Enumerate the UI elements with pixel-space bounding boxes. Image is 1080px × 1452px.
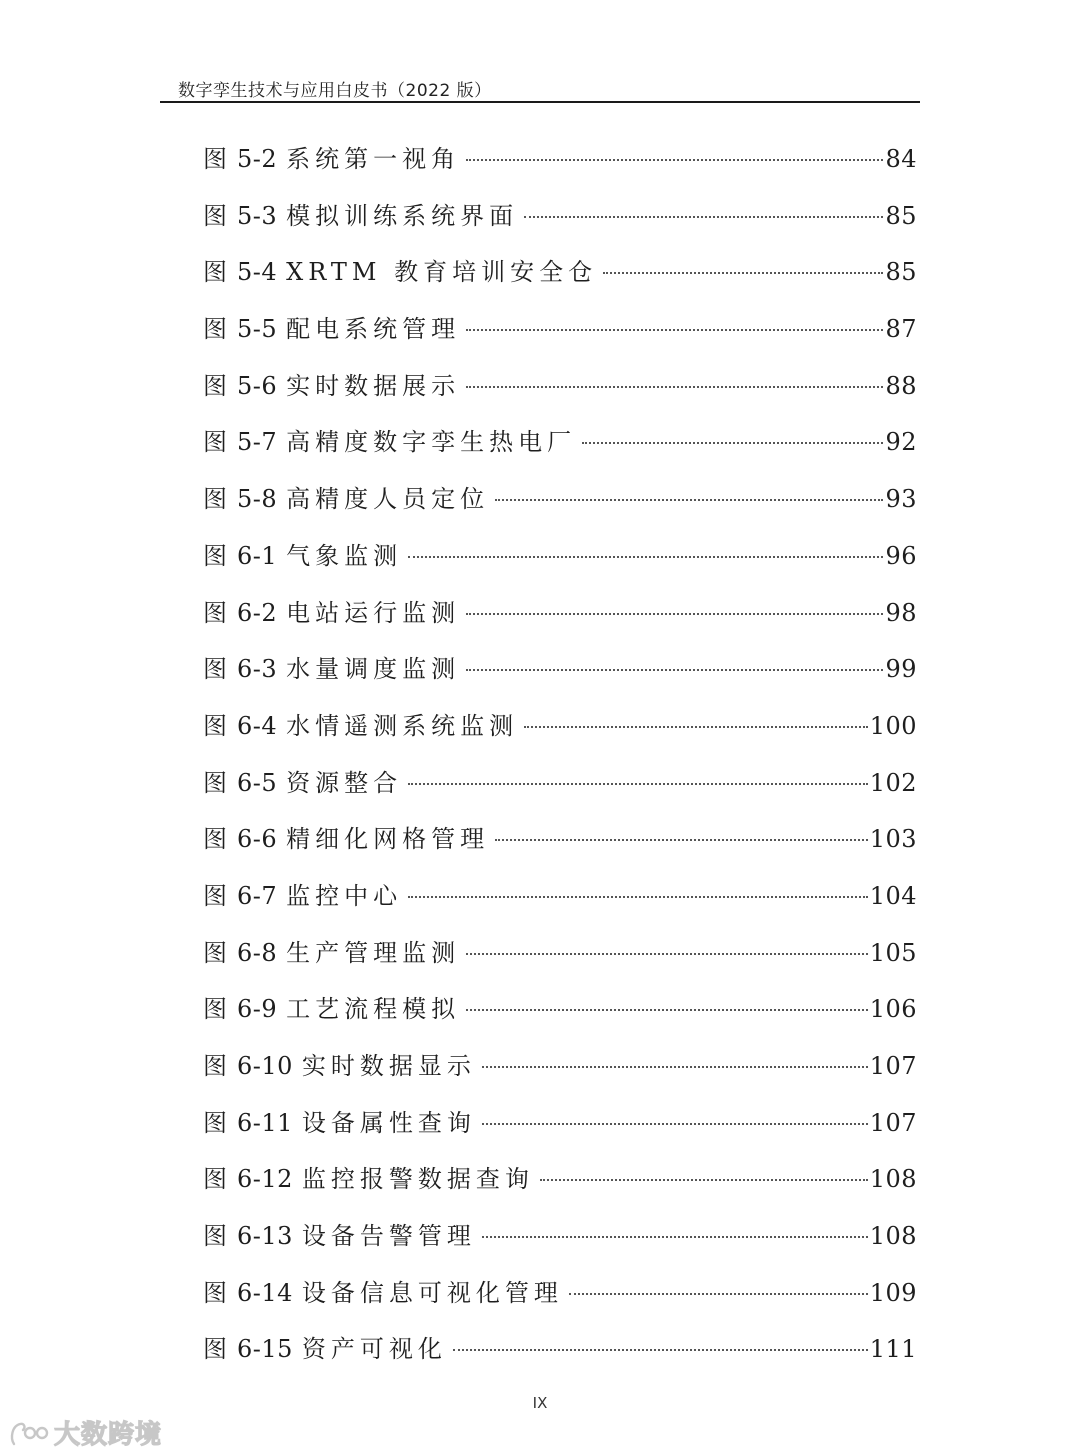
toc-entry-prefix: 图 — [203, 371, 228, 400]
header-divider — [160, 101, 920, 103]
toc-entry-number: 6-4 — [237, 711, 278, 740]
toc-entry-prefix: 图 — [203, 145, 228, 173]
toc-dot-leader — [453, 1349, 868, 1351]
brand-logo-icon — [8, 1418, 52, 1448]
toc-entry-title: 资源整合 — [286, 768, 403, 797]
toc-entry-prefix: 图 — [203, 995, 228, 1024]
toc-entry-title: 资产可视化 — [301, 1335, 447, 1364]
toc-entry-prefix: 图 — [203, 655, 228, 684]
toc-dot-leader — [466, 613, 883, 615]
toc-entry-number: 5-8 — [237, 485, 278, 514]
toc-dot-leader — [466, 953, 868, 955]
toc-entry-title: 电站运行监测 — [286, 598, 461, 627]
toc-entry-page: 109 — [869, 1278, 917, 1307]
toc-entry-number: 5-5 — [237, 315, 278, 344]
toc-entry-page: 108 — [869, 1222, 917, 1251]
toc-entry[interactable] — [203, 1326, 917, 1383]
toc-entry-title: 监控中心 — [286, 881, 403, 910]
toc-dot-leader — [408, 556, 883, 558]
toc-entry-number: 6-7 — [237, 881, 278, 910]
toc-entry-page: 93 — [885, 485, 917, 514]
toc-entry-title: 设备属性查询 — [301, 1108, 476, 1137]
toc-entry-title: 水量调度监测 — [286, 655, 461, 684]
toc-entry-page: 99 — [885, 655, 917, 684]
toc-entry-page: 92 — [885, 428, 917, 457]
toc-entry-prefix: 图 — [203, 598, 228, 627]
toc-entry-prefix: 图 — [203, 315, 228, 344]
toc-dot-leader — [540, 1179, 868, 1181]
toc-entry[interactable] — [203, 590, 917, 647]
toc-entry-page: 107 — [869, 1108, 917, 1137]
toc-entry[interactable] — [203, 533, 917, 590]
toc-entry-prefix: 图 — [203, 1278, 228, 1307]
toc-entry-prefix: 图 — [203, 881, 228, 910]
toc-entry-number: 6-10 — [237, 1052, 293, 1080]
toc-dot-leader — [466, 669, 883, 671]
page-number: IX — [532, 1394, 548, 1412]
toc-entry[interactable] — [203, 1156, 917, 1213]
toc-entry-page: 102 — [869, 768, 917, 797]
toc-entry-title: 设备信息可视化管理 — [301, 1278, 563, 1307]
toc-entry-page: 111 — [869, 1335, 917, 1364]
toc-entry[interactable] — [203, 1270, 917, 1327]
toc-entry-title: 配电系统管理 — [286, 315, 461, 344]
toc-dot-leader — [524, 216, 883, 218]
figure-list — [203, 136, 917, 1383]
toc-entry-number: 6-11 — [237, 1108, 293, 1137]
toc-entry-number: 6-9 — [237, 995, 278, 1024]
toc-entry-page: 96 — [885, 541, 917, 570]
toc-entry-page: 105 — [869, 938, 917, 967]
toc-entry-title: 监控报警数据查询 — [301, 1165, 534, 1194]
toc-dot-leader — [466, 386, 883, 388]
toc-dot-leader — [482, 1123, 868, 1125]
toc-entry[interactable] — [203, 760, 917, 817]
toc-dot-leader — [482, 1236, 868, 1238]
toc-entry-number: 6-6 — [237, 825, 278, 854]
toc-entry-prefix: 图 — [203, 1222, 228, 1251]
toc-entry-page: 108 — [869, 1165, 917, 1194]
toc-entry-page: 100 — [869, 711, 917, 740]
toc-entry-title: 精细化网格管理 — [286, 825, 490, 854]
watermark-text: 大数跨境 — [54, 1420, 163, 1450]
toc-entry[interactable] — [203, 363, 917, 420]
toc-entry-number: 6-15 — [237, 1335, 293, 1364]
toc-entry-prefix: 图 — [203, 1052, 228, 1080]
toc-entry-page: 88 — [885, 371, 917, 400]
toc-entry[interactable] — [203, 193, 917, 250]
toc-dot-leader — [603, 272, 883, 274]
toc-entry-title: 实时数据显示 — [301, 1052, 476, 1080]
toc-entry-number: 6-5 — [237, 768, 278, 797]
toc-entry[interactable] — [203, 703, 917, 760]
toc-entry-page: 85 — [885, 201, 917, 230]
toc-entry-page: 85 — [885, 258, 917, 287]
toc-entry-prefix: 图 — [203, 485, 228, 514]
toc-entry[interactable] — [203, 873, 917, 930]
toc-entry-number: 6-13 — [237, 1222, 293, 1251]
toc-entry-prefix: 图 — [203, 428, 228, 457]
toc-dot-leader — [466, 159, 883, 161]
toc-dot-leader — [569, 1293, 868, 1295]
toc-entry-title: 设备告警管理 — [301, 1222, 476, 1251]
toc-dot-leader — [482, 1066, 868, 1068]
toc-entry[interactable] — [203, 646, 917, 703]
toc-entry-number: 5-4 — [237, 258, 278, 287]
toc-entry-number: 6-12 — [237, 1165, 293, 1194]
toc-entry-page: 106 — [869, 995, 917, 1024]
toc-dot-leader — [408, 896, 868, 898]
toc-entry-prefix: 图 — [203, 258, 228, 287]
toc-entry[interactable] — [203, 986, 917, 1043]
toc-entry-title: 实时数据展示 — [286, 371, 461, 400]
toc-entry-title: 模拟训练系统界面 — [286, 201, 519, 230]
toc-entry[interactable] — [203, 476, 917, 533]
toc-entry-page: 87 — [885, 315, 917, 344]
toc-entry[interactable] — [203, 1043, 917, 1100]
toc-entry-title: 水情遥测系统监测 — [286, 711, 519, 740]
toc-entry-title: 工艺流程模拟 — [286, 995, 461, 1024]
toc-entry-title: 气象监测 — [286, 541, 403, 570]
toc-entry[interactable] — [203, 930, 917, 987]
toc-entry-number: 6-1 — [237, 541, 278, 570]
toc-dot-leader — [524, 726, 868, 728]
toc-entry-prefix: 图 — [203, 711, 228, 740]
toc-entry[interactable] — [203, 816, 917, 873]
toc-entry-number: 5-3 — [237, 201, 278, 230]
toc-entry-page: 107 — [869, 1052, 917, 1080]
toc-entry-page: 103 — [869, 825, 917, 854]
toc-entry-prefix: 图 — [203, 1165, 228, 1194]
toc-entry-prefix: 图 — [203, 938, 228, 967]
toc-entry[interactable] — [203, 249, 917, 306]
watermark — [8, 1414, 162, 1451]
toc-entry-prefix: 图 — [203, 768, 228, 797]
toc-entry-number: 6-2 — [237, 598, 278, 627]
toc-entry-prefix: 图 — [203, 825, 228, 854]
toc-entry-title: 高精度数字孪生热电厂 — [286, 428, 577, 457]
toc-entry-title: 生产管理监测 — [286, 938, 461, 967]
toc-entry[interactable] — [203, 419, 917, 476]
toc-dot-leader — [466, 1009, 868, 1011]
toc-entry-page: 104 — [869, 881, 917, 910]
toc-entry-page: 84 — [885, 145, 917, 173]
toc-entry-number: 6-14 — [237, 1278, 293, 1307]
toc-entry[interactable] — [203, 136, 917, 193]
toc-dot-leader — [495, 839, 868, 841]
toc-entry-title: 高精度人员定位 — [286, 485, 490, 514]
toc-entry-title: XRTM 教育培训安全仓 — [286, 258, 598, 287]
toc-entry-number: 5-6 — [237, 371, 278, 400]
toc-entry-number: 5-2 — [237, 145, 278, 173]
toc-entry-prefix: 图 — [203, 541, 228, 570]
toc-entry-number: 6-3 — [237, 655, 278, 684]
toc-dot-leader — [466, 329, 883, 331]
toc-entry[interactable] — [203, 306, 917, 363]
toc-entry-page: 98 — [885, 598, 917, 627]
toc-dot-leader — [582, 442, 883, 444]
toc-entry-prefix: 图 — [203, 201, 228, 230]
toc-entry-title: 系统第一视角 — [286, 145, 461, 173]
toc-entry[interactable] — [203, 1100, 917, 1157]
toc-dot-leader — [408, 783, 868, 785]
toc-dot-leader — [495, 499, 883, 501]
toc-entry[interactable] — [203, 1213, 917, 1270]
toc-entry-prefix: 图 — [203, 1335, 228, 1364]
toc-entry-prefix: 图 — [203, 1108, 228, 1137]
document-header-title: 数字孪生技术与应用白皮书（2022 版） — [178, 81, 492, 101]
toc-entry-number: 5-7 — [237, 428, 278, 457]
toc-entry-number: 6-8 — [237, 938, 278, 967]
